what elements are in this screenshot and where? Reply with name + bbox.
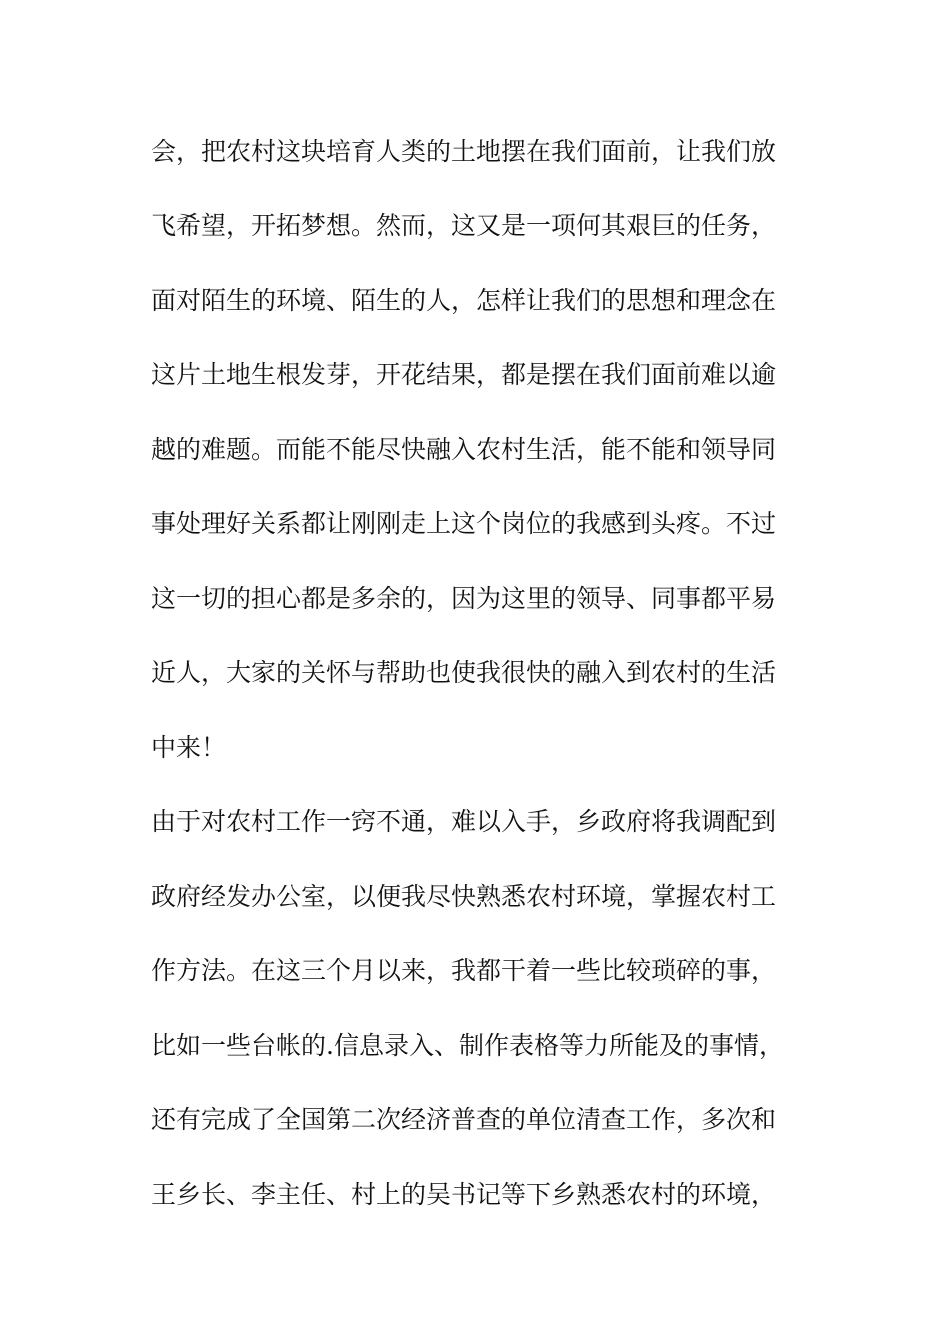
text-line: 作方法。在这三个月以来，我都干着一些比较琐碎的事， — [151, 956, 777, 985]
text-line: 近人，大家的关怀与帮助也使我很快的融入到农村的生活 — [151, 658, 777, 687]
text-line: 这片土地生根发芽，开花结果，都是摆在我们面前难以逾 — [151, 360, 777, 389]
text-line: 政府经发办公室，以便我尽快熟悉农村环境，掌握农村工 — [151, 882, 777, 911]
text-line: 飞希望，开拓梦想。然而，这又是一项何其艰巨的任务， — [151, 211, 777, 240]
text-line: 王乡长、李主任、村上的吴书记等下乡熟悉农村的环境， — [151, 1180, 777, 1209]
text-line: 面对陌生的环境、陌生的人，怎样让我们的思想和理念在 — [151, 286, 777, 315]
text-line: 这一切的担心都是多余的，因为这里的领导、同事都平易 — [151, 584, 777, 613]
text-line: 还有完成了全国第二次经济普查的单位清查工作，多次和 — [151, 1105, 777, 1134]
text-line: 越的难题。而能不能尽快融入农村生活，能不能和领导同 — [151, 435, 777, 464]
text-line: 中来！ — [151, 733, 227, 762]
text-line: 事处理好关系都让刚刚走上这个岗位的我感到头疼。不过 — [151, 509, 777, 538]
text-line: 会，把农村这块培育人类的土地摆在我们面前，让我们放 — [151, 137, 777, 166]
text-line: 比如一些台帐的.信息录入、制作表格等力所能及的事情， — [151, 1031, 784, 1060]
text-line: 由于对农村工作一窍不通，难以入手，乡政府将我调配到 — [151, 807, 777, 836]
